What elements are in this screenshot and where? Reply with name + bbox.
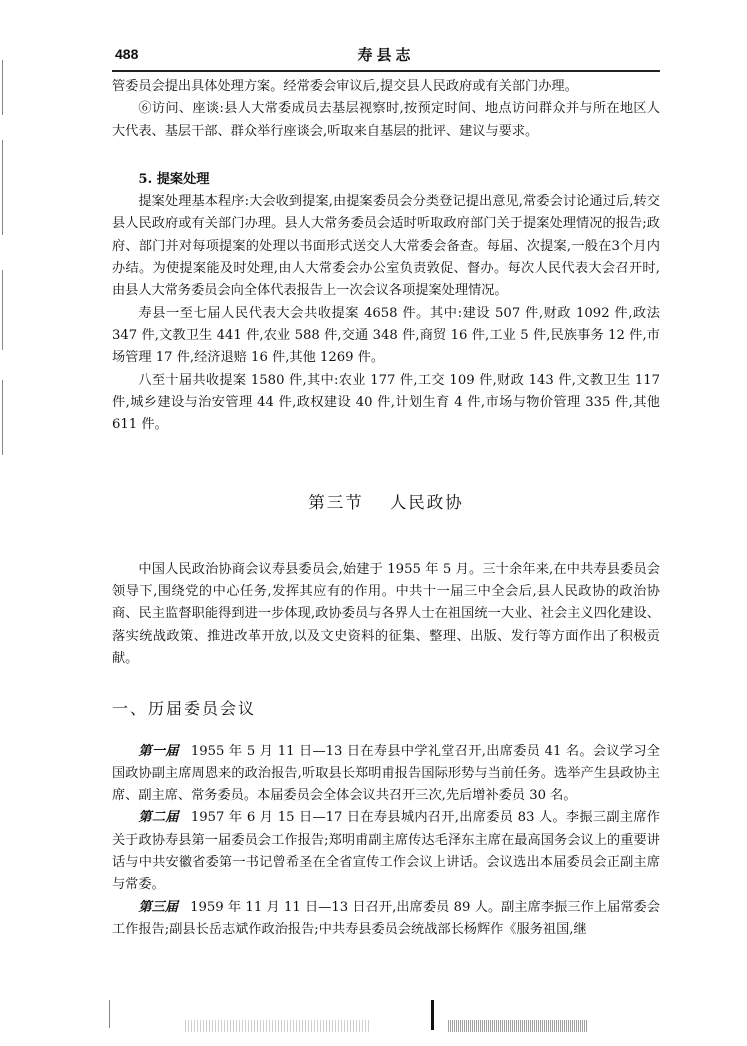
session-entry (112, 897, 660, 942)
scan-edge-mark (109, 1000, 110, 1028)
page-body (112, 76, 660, 941)
book-title: 寿县志 (357, 46, 415, 64)
session-label: 第二届 (138, 810, 179, 826)
scan-noise (185, 1020, 370, 1032)
session-label: 第三届 (138, 899, 179, 915)
section-number: 第三节 (308, 493, 364, 513)
scan-edge-mark (2, 140, 3, 235)
session-text: 1959 年 11 月 11 日—13 日召开,出席委员 89 人。副主席李振三作上届常委会工作报告;副县长岳志斌作政治报告;中共寿县委员会统战部长杨辉作《服务祖国,继 (112, 899, 660, 937)
page-number: 488 (115, 46, 139, 62)
paragraph-proposal-stats-8-10: 八至十届共收提案 1580 件,其中:农业 177 件,工交 109 件,财政 143 件,文教卫生 117 件,城乡建设与治安管理 44 件,政权建设 40 件,计划生育 4 件,市场与物价管理 335 件,其他 611 件。 (112, 372, 660, 433)
section-name: 人民政协 (389, 493, 464, 513)
session-label: 第一届 (138, 743, 179, 759)
section-title (112, 492, 660, 514)
session-text: 1957 年 6 月 15 日—17 日在寿县城内召开,出席委员 83 人。李振三副主席作关于政协寿县第一届委员会工作报告;郑明甫副主席传达毛泽东主席在最高国务会议上的重要讲话与中共安徽省委第一书记曾希圣在全省宣传工作会议上讲话。会议选出本届委员会正副主席与常委。 (112, 810, 660, 893)
paragraph-continued: 管委员会提出具体处理方案。经常委会审议后,提交县人民政府或有关部门办理。 (112, 79, 578, 94)
paragraph-visit: ⑥访问、座谈:县人大常委成员去基层视察时,按预定时间、地点访问群众并与所在地区人大代表、基层干部、群众举行座谈会,听取来自基层的批评、建议与要求。 (112, 101, 660, 139)
session-text: 1955 年 5 月 11 日—13 日在寿县中学礼堂召开,出席委员 41 名。会议学习全国政协副主席周恩来的政治报告,听取县长郑明甫报告国际形势与当前任务。选举产生县政协主席、副主席、常务委员。本届委员会全体会议共召开三次,先后增补委员 30 名。 (112, 743, 660, 804)
scan-edge-mark (2, 60, 3, 115)
scan-edge-mark (2, 380, 3, 455)
session-entry (112, 807, 660, 896)
scan-edge-mark (2, 270, 3, 350)
session-entry (112, 741, 660, 808)
heading-past-sessions: 一、历届委员会议 (112, 699, 257, 719)
paragraph-proposal-stats-1-7: 寿县一至七届人民代表大会共收提案 4658 件。其中:建设 507 件,财政 1092 件,政法 347 件,文教卫生 441 件,农业 588 件,交通 348 件,商贸 16 件,工业 5 件,民族事务 12 件,市场管理 17 件,经济退赔 16 件,其他 1269 件。 (112, 305, 660, 366)
scan-noise (448, 1020, 588, 1032)
paragraph-proposal-process: 提案处理基本程序:大会收到提案,由提案委员会分类登记提出意见,常委会讨论通过后,转交县人民政府或有关部门办理。县人大常务委员会适时听取政府部门关于提案处理情况的报告;政府、部门并对每项提案的处理以书面形式送交人大常委会备查。每届、次提案,一般在3个月内办结。为使提案能及时处理,由人大常委会办公室负责敦促、督办。每次人民代表大会召开时,由县人大常务委员会向全体代表报告上一次会议各项提案处理情况。 (112, 194, 660, 299)
scan-edge-mark (431, 1000, 434, 1030)
subheading-proposals: 5. 提案处理 (138, 171, 210, 187)
paragraph-cppcc-intro: 中国人民政治协商会议寿县委员会,始建于 1955 年 5 月。三十余年来,在中共寿县委员会领导下,围绕党的中心任务,发挥其应有的作用。中共十一届三中全会后,县人民政协的政治协商、民主监督职能得到进一步体现,政协委员与各界人士在祖国统一大业、社会主义四化建设、落实统战政策、推进改革开放,以及文史资料的征集、整理、出版、发行等方面作出了积极贡献。 (112, 561, 660, 666)
page-header (112, 40, 660, 72)
